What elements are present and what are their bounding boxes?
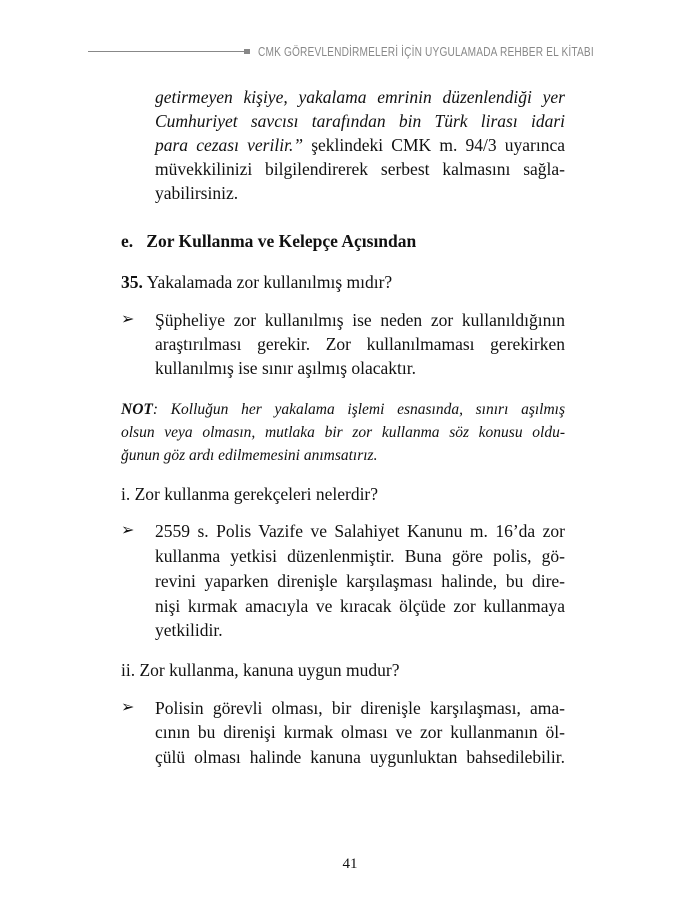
arrow-right-icon: ➢	[121, 311, 135, 328]
answer-line: Şüpheliye zor kullanılmış ise neden zor kullanıldığının	[155, 310, 565, 330]
intro-italic: Cumhuriyet savcısı tarafından bin Türk lirası idari	[155, 111, 565, 131]
running-header: CMK GÖREVLENDİRMELERİ İÇİN UYGULAMADA REHBER EL KİTABI	[258, 44, 594, 59]
answer-line: çülü olması halinde kanuna uygunluktan bahsedilebilir.	[155, 747, 565, 767]
intro-line	[155, 134, 565, 156]
page-number: 41	[342, 856, 358, 872]
note-line: olsun veya olmasın, mutlaka bir zor kullanma söz konusu oldu-	[121, 424, 565, 441]
intro-italic: getirmeyen kişiye, yakalama emrinin düzenlendiği yer	[155, 87, 565, 107]
answer-line: revini yaparken direnişle karşılaşması halinde, bu dire-	[155, 571, 565, 591]
intro-line	[155, 158, 565, 180]
intro-italic: para cezası verilir.”	[155, 135, 304, 155]
section-title: Zor Kullanma ve Kelepçe Açısından	[146, 231, 417, 251]
intro-line	[155, 86, 565, 108]
arrow-right-icon: ➢	[121, 522, 135, 539]
question-text: Yakalamada zor kullanılmış mıdır?	[142, 272, 393, 292]
intro-line	[155, 110, 565, 132]
intro-regular: yabilirsiniz.	[155, 183, 239, 203]
answer-line: kullanma yetkisi düzenlenmiştir. Buna göre polis, gö-	[155, 546, 565, 566]
answer-line: 2559 s. Polis Vazife ve Salahiyet Kanunu m. 16’da zor	[155, 521, 565, 541]
answer-line: nişi kırmak amacıyla ve kıracak ölçüde zor kullanmaya	[155, 596, 565, 616]
header-rule	[88, 51, 244, 52]
section-heading	[121, 230, 565, 252]
answer-line: Polisin görevli olması, bir direnişle karşılaşması, ama-	[155, 698, 565, 718]
question-35	[121, 271, 565, 293]
section-letter: e.	[121, 231, 134, 251]
answer-line: yetkilidir.	[155, 620, 223, 640]
answer-line: kullanılmış ise sınır aşılmış olacaktır.	[155, 358, 417, 378]
question-number: 35.	[121, 272, 143, 292]
intro-regular: şeklindeki CMK m. 94/3 uyarınca	[303, 135, 565, 155]
question-ii: ii. Zor kullanma, kanuna uygun mudur?	[121, 660, 400, 680]
note-line	[121, 399, 565, 421]
note-line: ğunun göz ardı edilmemesini anımsatırız.	[121, 447, 378, 464]
question-i: i. Zor kullanma gerekçeleri nelerdir?	[121, 484, 379, 504]
header-square	[244, 49, 250, 54]
note-label: NOT	[121, 401, 153, 418]
intro-regular: müvekkilinizi bilgilendirerek serbest kalmasını sağla-	[155, 159, 565, 179]
answer-line: cının bu direnişi kırmak olması ve zor kullanmanın öl-	[155, 722, 565, 742]
arrow-right-icon: ➢	[121, 699, 135, 716]
note-text: : Kolluğun her yakalama işlemi esnasında, sınırı aşılmış	[152, 401, 565, 418]
intro-line	[155, 182, 565, 204]
answer-line: araştırılması gerekir. Zor kullanılmaması gerekirken	[155, 334, 565, 354]
